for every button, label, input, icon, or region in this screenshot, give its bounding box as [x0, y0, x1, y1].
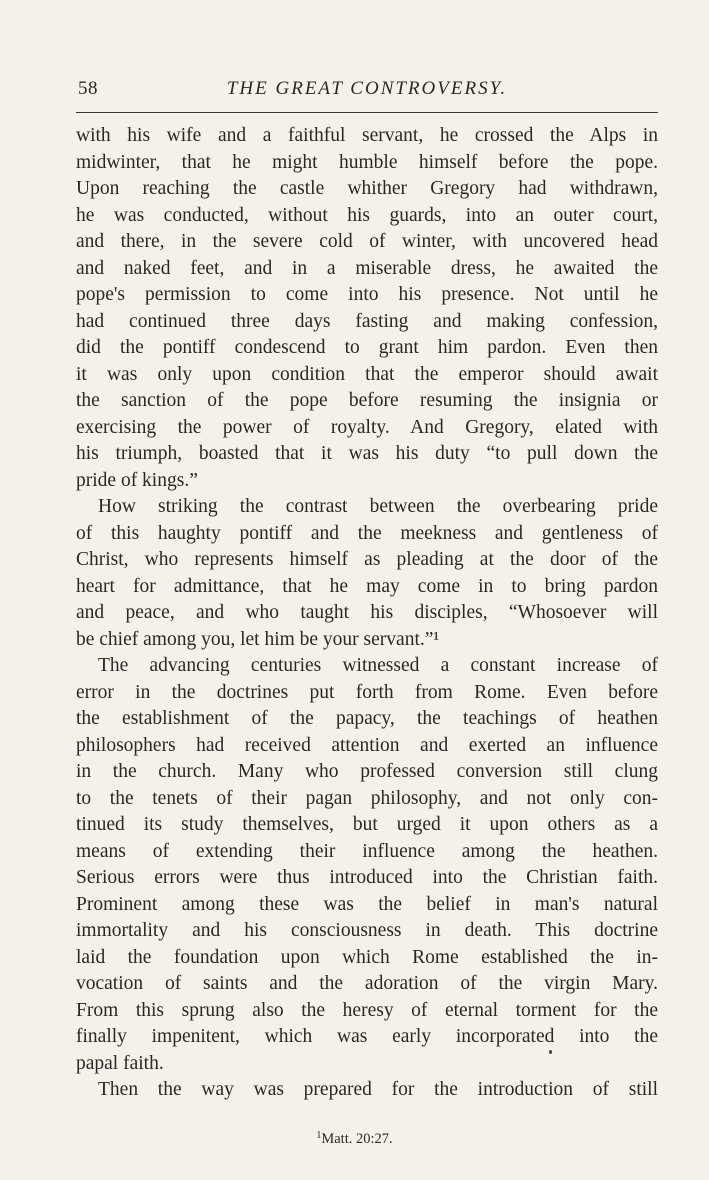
- text-line: he was conducted, without his guards, into an outer court,: [76, 204, 658, 226]
- text-line: be chief among you, let him be your servant.”¹: [76, 628, 440, 650]
- text-line: the sanction of the pope before resuming the insignia or: [76, 390, 658, 411]
- text-line: laid the foundation upon which Rome established the in-: [76, 946, 658, 968]
- text-line: exercising the power of royalty. And Gregory, elated with: [76, 416, 658, 438]
- text-line: tinued its study themselves, but urged it upon others as a: [76, 814, 658, 835]
- paragraph-start-line: Then the way was prepared for the introduction of still: [98, 1079, 658, 1100]
- text-line: pope's permission to come into his presence. Not until he: [76, 284, 658, 305]
- page-header: [76, 78, 658, 102]
- text-line: Christ, who represents himself as pleading at the door of the: [76, 549, 658, 570]
- text-line: Serious errors were thus introduced into the Christian faith.: [76, 867, 658, 888]
- text-line: vocation of saints and the adoration of the virgin Mary.: [76, 973, 658, 994]
- footnote-text: Matt. 20:27.: [321, 1131, 393, 1147]
- footnote-marker: 1: [316, 1130, 322, 1141]
- text-line: and peace, and who taught his disciples, “Whosoever will: [76, 602, 658, 623]
- text-line: papal faith.: [76, 1052, 164, 1074]
- text-line: heart for admittance, that he may come in to bring pardon: [76, 575, 658, 597]
- text-line: his triumph, boasted that it was his duty “to pull down the: [76, 443, 658, 464]
- text-line: and naked feet, and in a miserable dress, he awaited the: [76, 257, 658, 279]
- text-line: midwinter, that he might humble himself before the pope.: [76, 151, 658, 173]
- text-line: means of extending their influence among the heathen.: [76, 840, 658, 862]
- body-text: [76, 123, 658, 1104]
- page-number: 58: [78, 78, 98, 99]
- text-line: Upon reaching the castle whither Gregory had withdrawn,: [76, 178, 658, 199]
- ink-speck: [549, 1050, 552, 1054]
- text-line: of this haughty pontiff and the meekness and gentleness of: [76, 522, 658, 544]
- footnote: [0, 1130, 709, 1148]
- text-line: From this sprung also the heresy of eternal torment for the: [76, 999, 658, 1021]
- text-line: the establishment of the papacy, the teachings of heathen: [76, 708, 658, 729]
- text-line: it was only upon condition that the emperor should await: [76, 363, 658, 385]
- header-rule: [76, 112, 658, 113]
- text-line: with his wife and a faithful servant, he crossed the Alps in: [76, 125, 658, 146]
- paragraph-start-line: The advancing centuries witnessed a constant increase of: [98, 655, 658, 676]
- text-line: had continued three days fasting and making confession,: [76, 310, 658, 332]
- running-title: THE GREAT CONTROVERSY.: [226, 78, 508, 99]
- text-line: error in the doctrines put forth from Rome. Even before: [76, 681, 658, 703]
- paragraph-start-line: How striking the contrast between the overbearing pride: [98, 496, 658, 517]
- text-line: pride of kings.”: [76, 469, 198, 491]
- text-line: philosophers had received attention and exerted an influence: [76, 734, 658, 756]
- text-line: immortality and his consciousness in death. This doctrine: [76, 920, 658, 941]
- text-line: Prominent among these was the belief in man's natural: [76, 893, 658, 915]
- text-line: finally impenitent, which was early incorporated into the: [76, 1026, 658, 1047]
- text-line: in the church. Many who professed conversion still clung: [76, 761, 658, 782]
- text-line: did the pontiff condescend to grant him pardon. Even then: [76, 337, 658, 358]
- text-line: to the tenets of their pagan philosophy, and not only con-: [76, 787, 658, 809]
- text-line: and there, in the severe cold of winter, with uncovered head: [76, 231, 658, 252]
